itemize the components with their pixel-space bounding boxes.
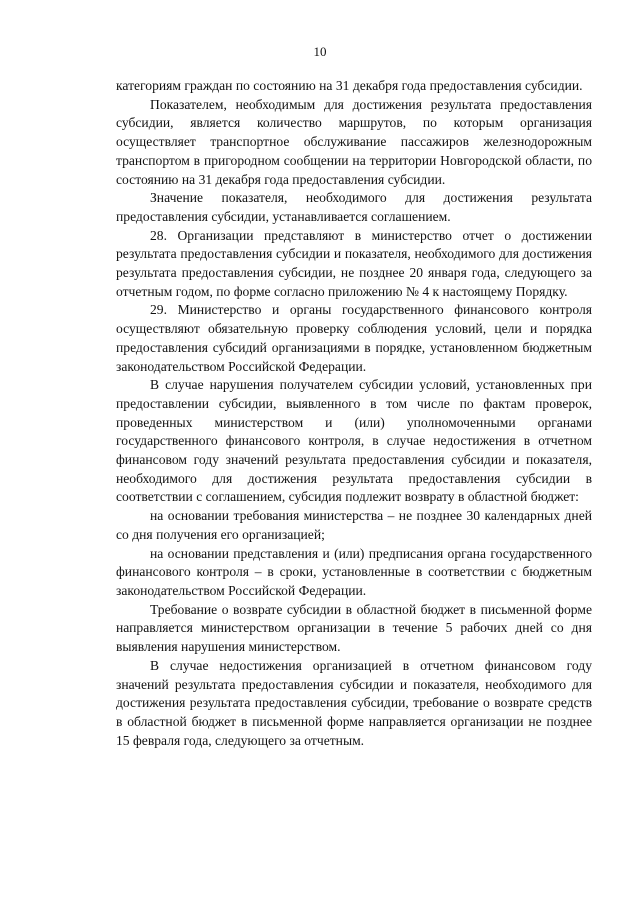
paragraph-item-29: 29. Министерство и органы государственного финансового контроля осуществляют обязательную проверку соблюдения условий, цели и порядка предоставления субсидий организациями в порядке, установленном бюджетным законодательством Российской Федерации. <box>116 302 592 374</box>
paragraph: В случае нарушения получателем субсидии условий, установленных при предоставлении субсидии, выявленного в том числе по фактам проверок, проведенных министерством и (или) уполномоченными органами государственного финансового контроля, в случае недостижения в отчетном финансовом году значений результата предоставления субсидии и показателя, необходимого для достижения результата предоставления субсидии в соответствии с соглашением, субсидия подлежит возврату в областной бюджет: <box>116 377 592 505</box>
page-number: 10 <box>313 44 327 59</box>
paragraph-item-28: 28. Организации представляют в министерство отчет о достижении результата предоставления субсидии и показателя, необходимого для достижения результата предоставления субсидии, не позднее 20 января года, следующего за отчетным годом, по форме согласно приложению № 4 к настоящему Порядку. <box>116 227 592 299</box>
paragraph: на основании требования министерства – не позднее 30 календарных дней со дня получения его организацией; <box>116 508 592 542</box>
paragraph: на основании представления и (или) предписания органа государственного финансового контроля – в сроки, установленные в соответствии с бюджетным законодательством Российской Федерации. <box>116 545 592 598</box>
paragraph: категориям граждан по состоянию на 31 декабря года предоставления субсидии. <box>116 78 583 93</box>
document-body <box>116 77 592 750</box>
paragraph: Требование о возврате субсидии в областной бюджет в письменной форме направляется министерством организации в течение 5 рабочих дней со дня выявления нарушения министерством. <box>116 601 592 655</box>
paragraph: Показателем, необходимым для достижения результата предоставления субсидии, является количество маршрутов, по которым организация осуществляет транспортное обслуживание пассажиров железнодорожным транспортом в пригородном сообщении на территории Новгородской области, по состоянию на 31 декабря года предоставления субсидии. <box>116 96 592 187</box>
paragraph: В случае недостижения организацией в отчетном финансовом году значений результата предоставления субсидии и показателя, необходимого для достижения результата предоставления субсидии, требование о возврате средств в областной бюджет в письменной форме направляется организации не позднее 15 февраля года, следующего за отчетным. <box>116 657 592 748</box>
paragraph: Значение показателя, необходимого для достижения результата предоставления субсидии, устанавливается соглашением. <box>116 190 592 224</box>
